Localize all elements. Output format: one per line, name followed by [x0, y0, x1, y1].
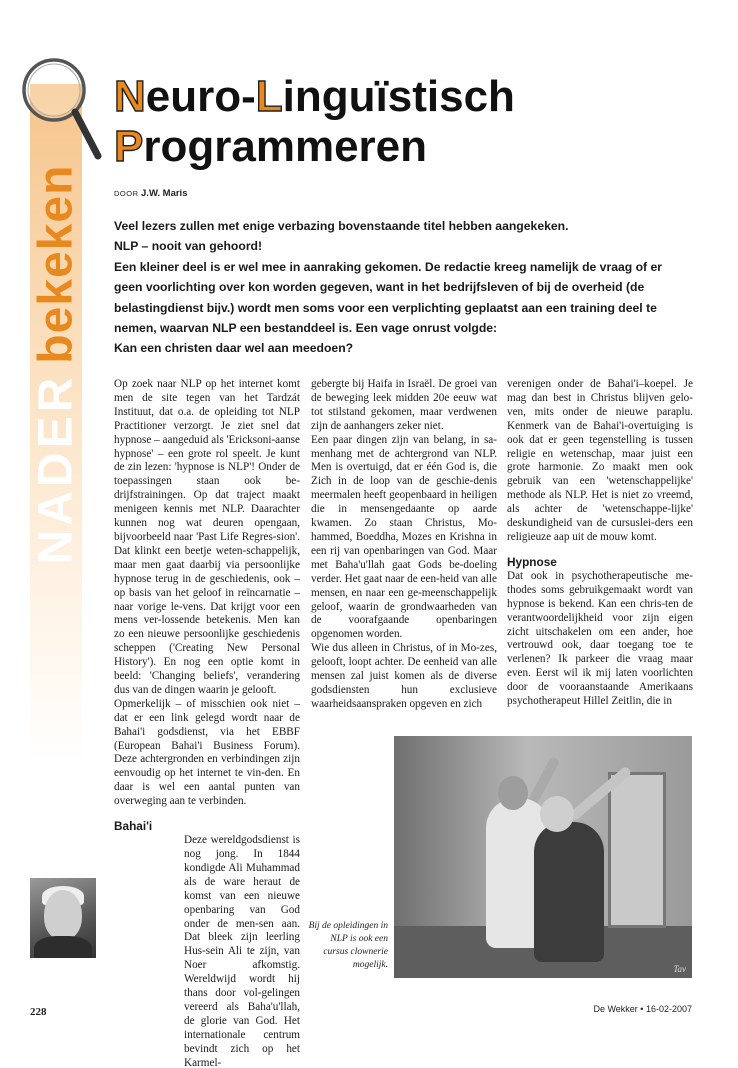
intro-lead: [114, 216, 674, 359]
author-portrait: [30, 878, 96, 958]
magnifier-icon: [14, 52, 104, 162]
paragraph: Wie dus alleen in Christus, of in Mo-zes, gelooft, loopt achter. De eenheid van alle mensen zal juist komen als de diverse godsdiensten hun exclusieve waarheidsaanspraken opgeven en zich: [311, 642, 497, 710]
publication-footer: De Wekker • 16-02-2007: [593, 1004, 692, 1014]
section-label: [30, 84, 82, 644]
subheading-bahai: Bahai'i: [114, 819, 153, 834]
intro-line: NLP – nooit van gehoord!: [114, 239, 263, 254]
photo-caption: Bij de opleidingen in NLP is ook een cursus clownerie mogelijk.: [308, 921, 388, 970]
subheading-hypnose: Hypnose: [507, 554, 557, 569]
byline: DOOR J.W. Maris: [114, 188, 188, 199]
page-number: 228: [30, 1006, 47, 1018]
article-photo: [394, 736, 692, 978]
section-label-word1: NADER: [29, 373, 83, 564]
paragraph: gebergte bij Haifa in Israël. De groei van de beweging leek midden 20e eeuw wat tot stilstand gekomen, maar verdwenen zijn de aanhangers zeker niet.: [311, 378, 497, 432]
paragraph: verenigen onder de Bahai'i–koepel. Je mag dan best in Christus blijven gelo-ven, mits onder de nieuwe paraplu. Kenmerk van de Bahai'i-overtuiging is ook dat er geen tegenstelling is tussen religie en wetenschap, maar juist een grote harmonie. Zo maakt men ook gebruik van een 'wetenschappelijke' methode als NLP. Het is niet zo vreemd, als achter de 'wetenschappe-lijke' deskundigheid van de cursuslei-ders een religieuze aap uit de mouw komt.: [507, 378, 693, 543]
intro-line: Kan een christen daar wel aan meedoen?: [114, 341, 354, 356]
paragraph: Op zoek naar NLP op het internet komt men de site tegen van het Tardzát Instituut, dat o.a. de opleiding tot NLP Practitioner verzorgt. Je ziet snel dat hypnose – aangeduid als 'Ericksoni-aanse hypnose' – een grote rol speelt. Je kunt de zin lezen: 'hypnose is NLP'! Onder de toepassingen staan ook be-drijfstrainingen. Op dat traject maakt menigeen kennis met NLP. Daarachter kunnen nog wat deuren opengaan, bijvoorbeeld naar 'Past Life Regres-sion'. Dat klinkt een beetje weten-schappelijk, maar men gaat daarbij via persoonlijke hypnose terug in de geschiedenis, ook – op basis van het geloof in reïncarnatie – naar vorige le-vens. Dat krijgt voor een mens ver-lossende betekenis. Men kan zo een nieuwe persoonlijke geschiedenis scheppen ('Creating New Personal History'). En nog een optie komt in beeld: 'Changing beliefs', verandering dus van de dingen waarin je gelooft.: [114, 378, 300, 696]
intro-line: Veel lezers zullen met enige verbazing bovenstaande titel hebben aangekeken.: [114, 219, 569, 233]
paragraph: Dat ook in psychotherapeutische me-thodes soms gebruikgemaakt wordt van hypnose is bekend. Kan een chris-ten de verantwoordelijkheid voor zijn eigen zicht uitschakelen om een ander, hoe vertrouwd ook, daar toegang toe te verlenen? Ik parkeer die vraag maar even. Eerst wil ik mij laten voorlichten door de vooraanstaande Amerikaans psychotherapeut Hillel Zeitlin, die in: [507, 569, 693, 708]
column-2: [311, 378, 497, 712]
column-3: [507, 378, 693, 709]
column-1: [114, 378, 300, 1068]
article-title: Neuro-Linguïstisch Programmeren: [114, 72, 515, 171]
paragraph: Opmerkelijk – of misschien ook niet – dat er een link gelegd wordt naar de Bahai'i godsdienst, via het EBBF (European Bahai'i Business Forum). Deze achtergronden en verbindingen zijn eenvoudig op het internet te vin-den. En daar is wel een aantal punten van overweging aan te verbinden.: [114, 697, 300, 808]
intro-line: Een kleiner deel is er wel mee in aanraking gekomen. De redactie kreeg namelijk de vraag of er geen voorlichting over kon worden gegeven, want in het bedrijfsleven of bij de overheid (de belastingdienst bijv.) wordt men soms voor een verplichting geplaatst aan een training deel te nemen, waarvan NLP een bestanddeel is. Een vage onrust volgde:: [114, 259, 663, 336]
paragraph: Een paar dingen zijn van belang, in sa-menhang met de achtergrond van NLP. Men is overtuigd, dat er één God is, die Zich in de loop van de geschie-denis meermalen heeft geopenbaard in heiligen die in mensengedaante op aarde kwamen. Zo staan Christus, Mo-hammed, Boeddha, Mozes en Krishna in een rij van openbaringen van God. Maar met Baha'u'llah gaat Gods be-doeling verder. Het gaat naar de een-heid van alle mensen, en naar een ge-meenschappelijk geloof, waarin de grondwaarheden van de voorafgaande openbaringen opgenomen worden.: [311, 433, 497, 641]
photo-credit: Tav: [673, 964, 686, 974]
paragraph: Deze wereldgodsdienst is nog jong. In 1844 kondigde Ali Muhammad als de ware heraut de komst van een nieuwe openbaring van God onder de men-sen aan. Dat bleek zijn leerling Hus-sein Ali te zijn, van Noer afkomstig. Wereldwijd wordt hij thans door vol-gelingen vereerd als Baha'u'llah, de glorie van God. Het internationale centrum bevindt zich op het Karmel-: [184, 834, 300, 1068]
section-label-word2: bekeken: [29, 164, 83, 364]
